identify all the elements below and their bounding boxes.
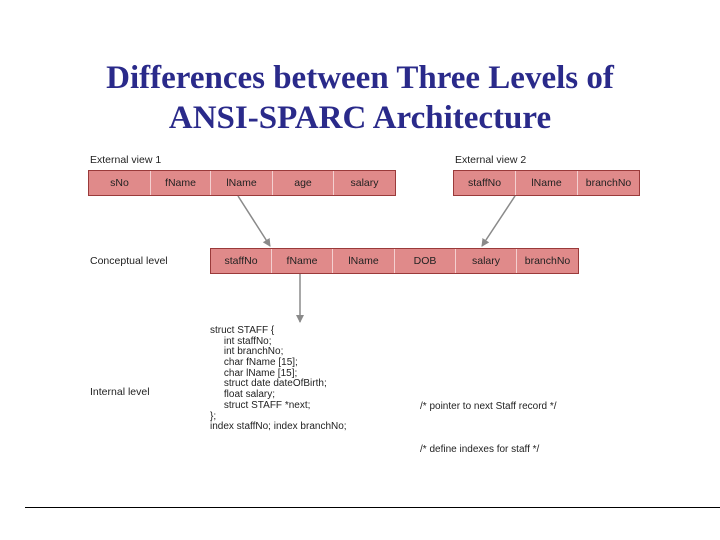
cl-field-branchno: branchNo (524, 255, 571, 267)
code-line: char fName [15]; (210, 357, 298, 369)
code-line: char lName [15]; (210, 367, 298, 379)
external-view-1-label: External view 1 (90, 154, 162, 166)
cl-field-salary: salary (456, 249, 517, 273)
comment-indexes: /* define indexes for staff */ (420, 444, 540, 455)
ev1-field-lname: lName (211, 171, 273, 195)
ev1-field-salary: salary (350, 177, 379, 189)
code-line: int branchNo; (210, 346, 284, 358)
title-line-1: Differences between Three Levels of (106, 60, 614, 96)
cl-field-lname: lName (333, 249, 395, 273)
ev1-field-sno: sNo (89, 171, 151, 195)
ev1-field-age: age (273, 171, 334, 195)
code-line: struct STAFF { (210, 325, 275, 336)
ev2-field-staffno: staffNo (454, 171, 516, 195)
code-line: int staffNo; (210, 335, 272, 347)
ev2-field-lname: lName (516, 171, 578, 195)
footer-divider (25, 507, 720, 508)
arrow-external-1-to-conceptual (238, 196, 270, 246)
code-line: index staffNo; index branchNo; (210, 421, 347, 433)
ev2-field-branchno: branchNo (585, 177, 632, 189)
internal-level-label: Internal level (90, 386, 150, 398)
arrow-external-2-to-conceptual (482, 196, 515, 246)
external-view-2-label: External view 2 (455, 154, 527, 166)
code-line: float salary; (210, 389, 276, 401)
internal-struct-definition (210, 326, 347, 433)
code-line: struct date dateOfBirth; (210, 378, 327, 390)
cl-field-fname: fName (272, 249, 333, 273)
ev1-field-fname: fName (151, 171, 211, 195)
code-line: }; (210, 410, 217, 422)
code-line: struct STAFF *next; (210, 399, 311, 411)
cl-field-staffno: staffNo (211, 249, 272, 273)
conceptual-level-label: Conceptual level (90, 255, 168, 267)
cl-field-dob: DOB (395, 249, 456, 273)
title-line-2: ANSI-SPARC Architecture (168, 100, 552, 136)
comment-next-pointer: /* pointer to next Staff record */ (420, 401, 557, 412)
